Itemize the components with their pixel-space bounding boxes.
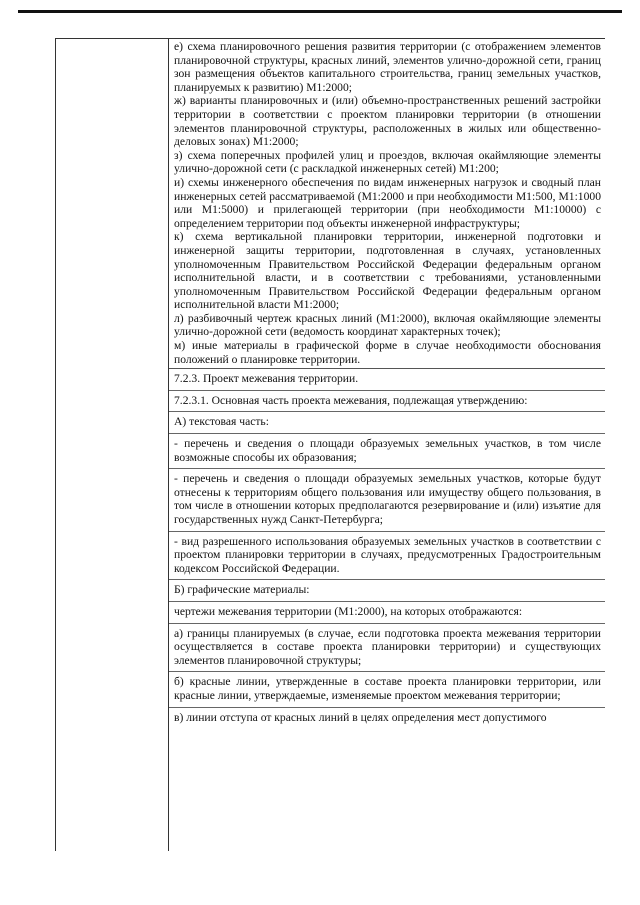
subsection-heading: 7.2.3.1. Основная часть проекта межевания, подлежащая утверждению:	[169, 391, 605, 413]
graphic-part-heading: Б) графические материалы:	[169, 580, 605, 602]
document-table	[55, 38, 605, 851]
table-row: - перечень и сведения о площади образуемых земельных участков, в том числе возможные способы их образования;	[169, 434, 605, 469]
list-item-l: л) разбивочный чертеж красных линий (М1:2000), включая окаймляющие элементы улично-дорожной сети (ведомость координат характерных точек);	[174, 311, 601, 339]
section-heading: 7.2.3. Проект межевания территории.	[169, 369, 605, 391]
list-item-i: и) схемы инженерного обеспечения по видам инженерных нагрузок и сводный план инженерных сетей рассматриваемой (М1:2000 и при необходимости М1:500, М1:1000 или М1:5000) и прилегающей территории (при необходимости М1:10000) с определением территории под объекты инженерной инфраструктуры;	[174, 175, 601, 230]
left-column	[56, 39, 169, 851]
table-row: а) границы планируемых (в случае, если подготовка проекта межевания территории осуществляется в составе проекта планировки территории) и существующих элементов планировочной структуры;	[169, 624, 605, 673]
list-item-z: з) схема поперечных профилей улиц и проездов, включая окаймляющие элементы улично-дорожной сети (с раскладкой инженерных сетей) М1:200;	[174, 148, 601, 176]
graphic-materials-list	[169, 39, 605, 368]
top-rule	[18, 10, 622, 13]
list-item-m: м) иные материалы в графической форме в случае необходимости обоснования положений о планировке территории.	[174, 339, 601, 366]
list-item-zh: ж) варианты планировочных и (или) объемно-пространственных решений застройки территории в соответствии с проектом планировки территории (в отношении элементов планировочной структуры, расположенных в жилых или общественно-деловых зонах) М1:2000;	[174, 94, 601, 149]
right-column	[169, 39, 605, 728]
text-part-heading: А) текстовая часть:	[169, 412, 605, 434]
table-row: чертежи межевания территории (М1:2000), на которых отображаются:	[169, 602, 605, 624]
table-row: б) красные линии, утвержденные в составе проекта планировки территории, или красные линии, утверждаемые, изменяемые проектом межевания территории;	[169, 672, 605, 707]
list-item-e: е) схема планировочного решения развития территории (с отображением элементов планировочной структуры, красных линий, элементов улично-дорожной сети, границ зон размещения объектов капитального строительства, границ земельных участков, планируемых к развитию) М1:2000;	[174, 40, 601, 94]
table-row: - вид разрешенного использования образуемых земельных участков в соответствии с проектом планировки территории в случаях, предусмотренных Градостроительным кодексом Российской Федерации.	[169, 532, 605, 581]
list-item-k: к) схема вертикальной планировки территории, инженерной подготовки и инженерной защиты территории, подготовленная в случаях, установленных уполномоченным Правительством Российской Федерации федеральным органом исполнительной власти, и в соответствии с требованиями, установленными уполномоченным Правительством Российской Федерации федеральным органом исполнительной власти М1:2000;	[174, 230, 601, 312]
table-row: в) линии отступа от красных линий в целях определения мест допустимого	[174, 710, 547, 724]
table-row: - перечень и сведения о площади образуемых земельных участков, которые будут отнесены к территориям общего пользования или имуществу общего пользования, в том числе в отношении которых предполагаются резервирование и (или) изъятие для государственных нужд Санкт-Петербурга;	[169, 469, 605, 531]
